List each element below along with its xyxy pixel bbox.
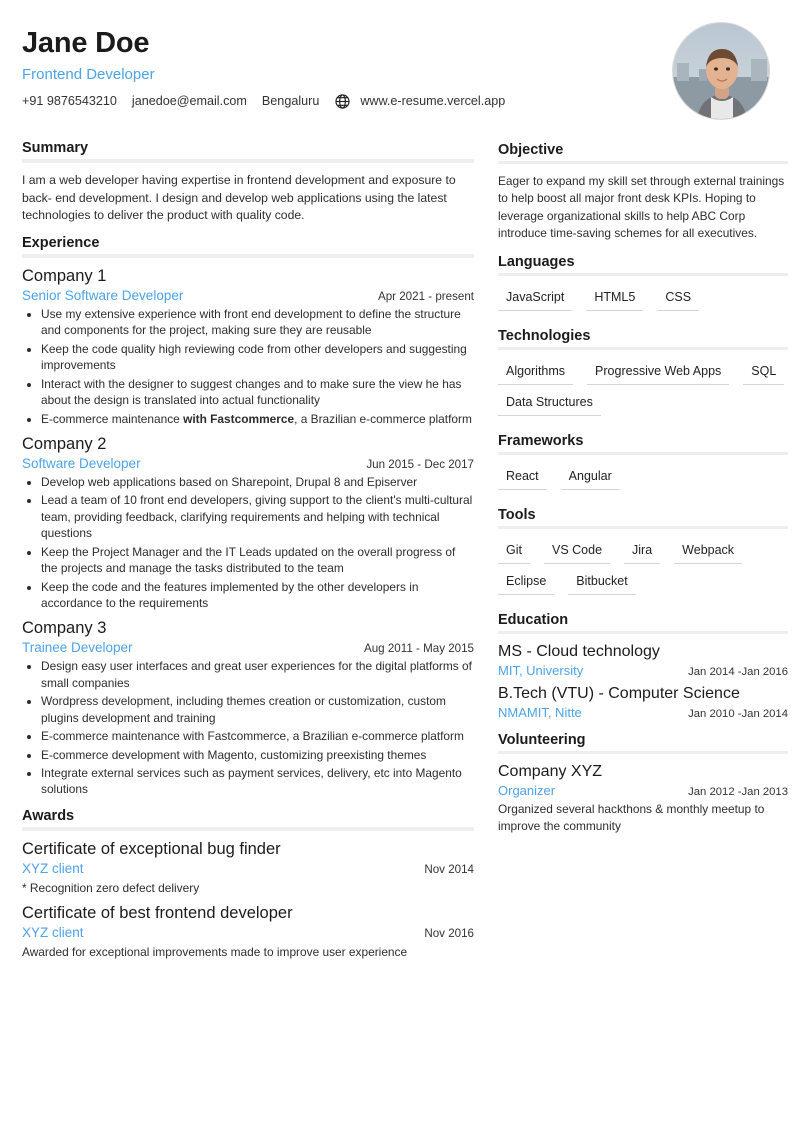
tools-tags	[498, 538, 788, 600]
contact-website[interactable]	[334, 93, 505, 110]
volunteer-text: Organized several hackthons & monthly meetup to improve the community	[498, 802, 765, 834]
list-item: • Use my extensive experience with front end development to define the structure and components for the project, making sure they are reusable	[41, 306, 474, 339]
list-item: • E-commerce maintenance with Fastcommerce, a Brazilian e-commerce platform	[41, 728, 474, 744]
list-item: • Develop web applications based on Sharepoint, Drupal 8 and Episerver	[41, 474, 474, 490]
list-item: • Keep the code quality high reviewing code from other developers and suggesting improvements	[41, 341, 474, 374]
tag-item: HTML5	[586, 285, 643, 311]
tag-item: Algorithms	[498, 359, 573, 385]
list-item: • Wordpress development, including themes creation or customization, custom plugins development and training	[41, 693, 474, 726]
bullet-list	[22, 474, 474, 611]
award-date: Nov 2014	[424, 862, 474, 876]
list-item: • Lead a team of 10 front end developers, giving support to the client's multi-cultural team, providing feedback, clarifying requirements and helping with technical questions	[41, 492, 474, 541]
experience-entry	[22, 267, 474, 427]
education-entry	[498, 643, 788, 678]
header-role: Frontend Developer	[22, 65, 155, 83]
job-date: Aug 2011 - May 2015	[364, 642, 474, 656]
school-date-row	[498, 705, 788, 720]
award-note: * Recognition zero defect delivery	[22, 880, 200, 895]
degree-name: B.Tech (VTU) - Computer Science	[498, 685, 740, 702]
summary-text: I am a web developer having expertise in frontend development and exposure to back- end development. I design and develop web applications using the latest technologies to deliver the product with quality code.	[22, 173, 456, 223]
tag-item: Angular	[561, 464, 620, 490]
section-title-awards: Awards	[22, 807, 75, 824]
award-title: Certificate of best frontend developer	[22, 904, 293, 923]
contact-row	[22, 93, 505, 110]
tag-item: React	[498, 464, 547, 490]
volunteer-role: Organizer	[498, 783, 556, 798]
education-date: Jan 2014 -Jan 2016	[688, 666, 788, 678]
job-date: Apr 2021 - present	[377, 290, 474, 304]
section-title-frameworks: Frameworks	[498, 433, 584, 449]
section-divider	[498, 161, 788, 164]
list-item: • Integrate external services such as payment services, delivery, etc into Magento solutions	[41, 765, 474, 798]
school-name: NMAMIT, Nitte	[498, 705, 582, 720]
tag-item: Progressive Web Apps	[587, 359, 729, 385]
section-title-languages: Languages	[498, 254, 575, 270]
left-column	[22, 130, 474, 967]
section-divider	[22, 254, 474, 258]
award-date: Nov 2016	[424, 927, 474, 941]
award-note: Awarded for exceptional improvements made to improve user experience	[22, 945, 408, 960]
tag-item: Webpack	[674, 538, 742, 564]
company-name: Company 1	[22, 267, 107, 286]
list-item: • Design easy user interfaces and great user experiences for the digital platforms of small companies	[41, 658, 474, 691]
section-divider	[498, 452, 788, 455]
role-date-row	[22, 456, 474, 471]
right-column	[498, 130, 788, 842]
list-item: • Interact with the designer to suggest changes and to make sure the view he has about the design is translated into actual functionality	[41, 376, 474, 409]
tag-item: Bitbucket	[568, 569, 635, 595]
bullet-emphasis: with Fastcommerce	[183, 411, 295, 426]
frameworks-tags	[498, 464, 788, 495]
degree-name: MS - Cloud technology	[498, 643, 660, 660]
contact-email[interactable]: janedoe@email.com	[131, 94, 247, 109]
job-role: Senior Software Developer	[22, 288, 184, 304]
school-name: MIT, University	[498, 663, 584, 678]
experience-entry	[22, 619, 474, 797]
resume-body	[22, 130, 788, 967]
website-url: www.e-resume.vercel.app	[360, 94, 506, 109]
volunteering-entry	[498, 763, 788, 836]
role-date-row	[498, 783, 788, 798]
education-date: Jan 2010 -Jan 2014	[688, 708, 788, 720]
tag-item: VS Code	[544, 538, 610, 564]
company-name: Company 2	[22, 435, 107, 454]
header-left	[22, 22, 505, 110]
section-title-summary: Summary	[22, 140, 89, 156]
objective-text: Eager to expand my skill set through external trainings to help boost all major front desk KPIs. Hoping to leverage organizational skills to help ABC Corp introduce time-saving schemes for all executives.	[498, 174, 785, 240]
section-title-tools: Tools	[498, 507, 536, 523]
section-divider	[22, 827, 474, 831]
page-title: Jane Doe	[22, 27, 150, 59]
education-entry	[498, 685, 788, 720]
list-item: • Keep the code and the features implemented by the other developers in accordance to the requirements	[41, 579, 474, 612]
tag-item: Git	[498, 538, 530, 564]
technologies-tags	[498, 359, 788, 421]
experience-entry	[22, 435, 474, 611]
company-name: Company 3	[22, 619, 107, 638]
bullet-list	[22, 658, 474, 797]
tag-item: JavaScript	[498, 285, 572, 311]
volunteer-org: Company XYZ	[498, 763, 603, 780]
issuer-date-row	[22, 925, 474, 940]
award-entry	[22, 840, 474, 897]
section-title-education: Education	[498, 612, 569, 628]
section-divider	[22, 159, 474, 163]
contact-phone: +91 9876543210	[22, 94, 117, 109]
award-title: Certificate of exceptional bug finder	[22, 839, 281, 858]
role-date-row	[22, 640, 474, 655]
job-date: Jun 2015 - Dec 2017	[366, 458, 474, 472]
contact-location: Bengaluru	[261, 94, 320, 109]
role-date-row	[22, 288, 474, 303]
tag-item: CSS	[657, 285, 699, 311]
section-divider	[498, 347, 788, 350]
languages-tags	[498, 285, 788, 316]
section-divider	[498, 631, 788, 634]
job-role: Trainee Developer	[22, 640, 133, 656]
resume-header	[22, 18, 778, 130]
section-divider	[498, 526, 788, 529]
section-title-technologies: Technologies	[498, 328, 591, 344]
list-item: • E-commerce development with Magento, customizing preexisting themes	[41, 747, 474, 763]
tag-item: Jira	[624, 538, 660, 564]
award-entry	[22, 904, 474, 961]
tag-item: Eclipse	[498, 569, 554, 595]
section-divider	[498, 273, 788, 276]
award-issuer: XYZ client	[22, 860, 84, 876]
bullet-list	[22, 306, 474, 427]
job-role: Software Developer	[22, 456, 141, 472]
volunteer-date: Jan 2012 -Jan 2013	[688, 786, 788, 798]
avatar	[672, 22, 770, 120]
tag-item: Data Structures	[498, 390, 601, 416]
list-item: • E-commerce maintenance with Fastcommerce, a Brazilian e-commerce platform	[41, 411, 474, 427]
section-title-volunteering: Volunteering	[498, 732, 586, 748]
school-date-row	[498, 663, 788, 678]
tag-item: SQL	[743, 359, 784, 385]
section-divider	[498, 751, 788, 754]
award-issuer: XYZ client	[22, 925, 84, 941]
globe-icon	[334, 93, 351, 110]
issuer-date-row	[22, 861, 474, 876]
section-title-experience: Experience	[22, 235, 100, 252]
section-title-objective: Objective	[498, 142, 564, 158]
list-item: • Keep the Project Manager and the IT Leads updated on the overall progress of the projects and manage the tasks distributed to the team	[41, 544, 474, 577]
